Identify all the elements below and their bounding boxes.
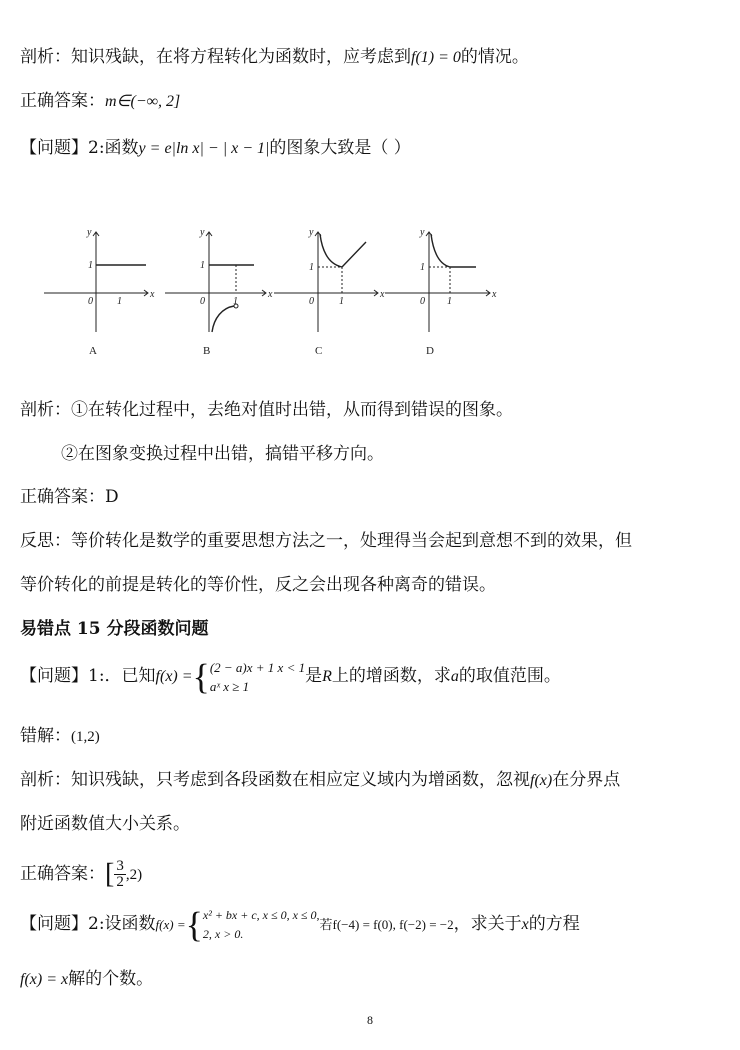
option-label-d: D xyxy=(426,345,434,357)
label: 错解： xyxy=(20,726,71,746)
tick-label: 1 xyxy=(88,260,93,271)
case-2: aˣ x ≥ 1 xyxy=(209,678,250,694)
axis-y-label: y xyxy=(200,227,205,238)
text: 的方程 xyxy=(528,914,580,934)
line-question-2 xyxy=(20,137,411,160)
origin-label: 0 xyxy=(309,296,314,307)
text: 的取值范围。 xyxy=(458,666,561,686)
case-1: x² + bx + c, x ≤ 0, x ≤ 0, xyxy=(202,907,320,922)
axis-y-label: y xyxy=(420,227,425,238)
line-analysis-2: 剖析：①在转化过程中，去绝对值时出错，从而得到错误的图象。 xyxy=(20,400,513,420)
option-label-a: A xyxy=(89,345,97,357)
axis-x-label: x xyxy=(150,289,155,300)
text: 剖析：知识残缺，在将方程转化为函数时，应考虑到 xyxy=(20,47,411,67)
line-wrong-solution xyxy=(20,725,100,748)
brace-symbol: { xyxy=(185,904,203,945)
text: 解的个数。 xyxy=(68,969,154,989)
bracket: [ xyxy=(105,858,115,890)
line-answer-2: 正确答案：D xyxy=(20,487,119,507)
formula: m∈(−∞, 2] xyxy=(105,93,181,110)
label: 正确答案： xyxy=(20,91,105,111)
line-reflection-1: 反思：等价转化是数学的重要思想方法之一，处理得当会起到意想不到的效果，但 xyxy=(20,531,632,551)
formula: (1,2) xyxy=(71,729,100,745)
numerator: 3 xyxy=(116,858,124,874)
tick-label: 1 xyxy=(117,296,122,307)
case-2: 2, x > 0. xyxy=(202,926,244,941)
fraction xyxy=(114,859,126,890)
text: 剖析：知识残缺，只考虑到各段函数在相应定义域内为增函数，忽视 xyxy=(20,770,530,790)
text: 【问题】2:函数 xyxy=(20,138,139,158)
formula: f(x) xyxy=(530,772,553,789)
tick-label: 1 xyxy=(420,262,425,273)
formula: f(1) = 0 xyxy=(411,49,461,66)
line-question-piecewise-2 xyxy=(20,904,580,945)
line-question-piecewise-1 xyxy=(20,656,561,697)
option-label-b: B xyxy=(203,345,211,357)
section-heading: 易错点 15 分段函数问题 xyxy=(20,619,209,639)
axis-x-label: x xyxy=(380,289,385,300)
text: 是 xyxy=(305,666,323,686)
variable: a xyxy=(450,668,459,685)
case-1: (2 − a)x + 1 x < 1 xyxy=(209,659,306,675)
text: 的图象大致是（ ） xyxy=(269,138,411,158)
formula: ,2) xyxy=(125,867,143,883)
text: 的情况。 xyxy=(460,47,529,67)
variable: x xyxy=(521,916,529,933)
line-analysis-1 xyxy=(20,46,529,69)
denominator: 2 xyxy=(116,874,124,890)
formula: f(x) = x xyxy=(20,971,69,988)
brace-symbol: { xyxy=(192,656,210,697)
formula: f(x) = xyxy=(155,917,186,932)
piecewise-cases xyxy=(203,906,320,944)
origin-label: 0 xyxy=(88,296,93,307)
tick-label: 1 xyxy=(233,296,238,307)
axis-y-label: y xyxy=(87,227,92,238)
variable: R xyxy=(322,668,332,685)
tick-label: 1 xyxy=(200,260,205,271)
origin-label: 0 xyxy=(200,296,205,307)
label: 正确答案： xyxy=(20,864,105,884)
tick-label: 1 xyxy=(339,296,344,307)
tick-label: 1 xyxy=(447,296,452,307)
line-analysis-2b: ②在图象变换过程中出错，搞错平移方向。 xyxy=(61,444,384,464)
piecewise-cases xyxy=(210,658,305,696)
formula: f(x) = xyxy=(155,668,193,685)
condition: 若f(−4) = f(0), f(−2) = −2 xyxy=(319,917,454,932)
text: 【问题】2:设函数 xyxy=(20,914,156,934)
text: ，求关于 xyxy=(453,914,522,934)
line-answer-1 xyxy=(20,90,180,113)
option-label-c: C xyxy=(315,345,323,357)
line-analysis-3b: 附近函数值大小关系。 xyxy=(20,814,190,834)
graph-options xyxy=(0,220,740,370)
formula: y = e|ln x| − | x − 1| xyxy=(138,140,270,157)
tick-label: 1 xyxy=(309,262,314,273)
axis-x-label: x xyxy=(492,289,497,300)
line-question-equation xyxy=(20,968,153,991)
text: 在分界点 xyxy=(552,770,621,790)
text: 上的增函数，求 xyxy=(331,666,451,686)
page-number: 8 xyxy=(367,1013,373,1027)
origin-label: 0 xyxy=(420,296,425,307)
line-reflection-2: 等价转化的前提是转化的等价性，反之会出现各种离奇的错误。 xyxy=(20,575,496,595)
line-analysis-3 xyxy=(20,769,620,792)
axis-y-label: y xyxy=(309,227,314,238)
text: 【问题】1:．已知 xyxy=(20,666,156,686)
line-answer-3 xyxy=(20,854,142,895)
axis-x-label: x xyxy=(268,289,273,300)
